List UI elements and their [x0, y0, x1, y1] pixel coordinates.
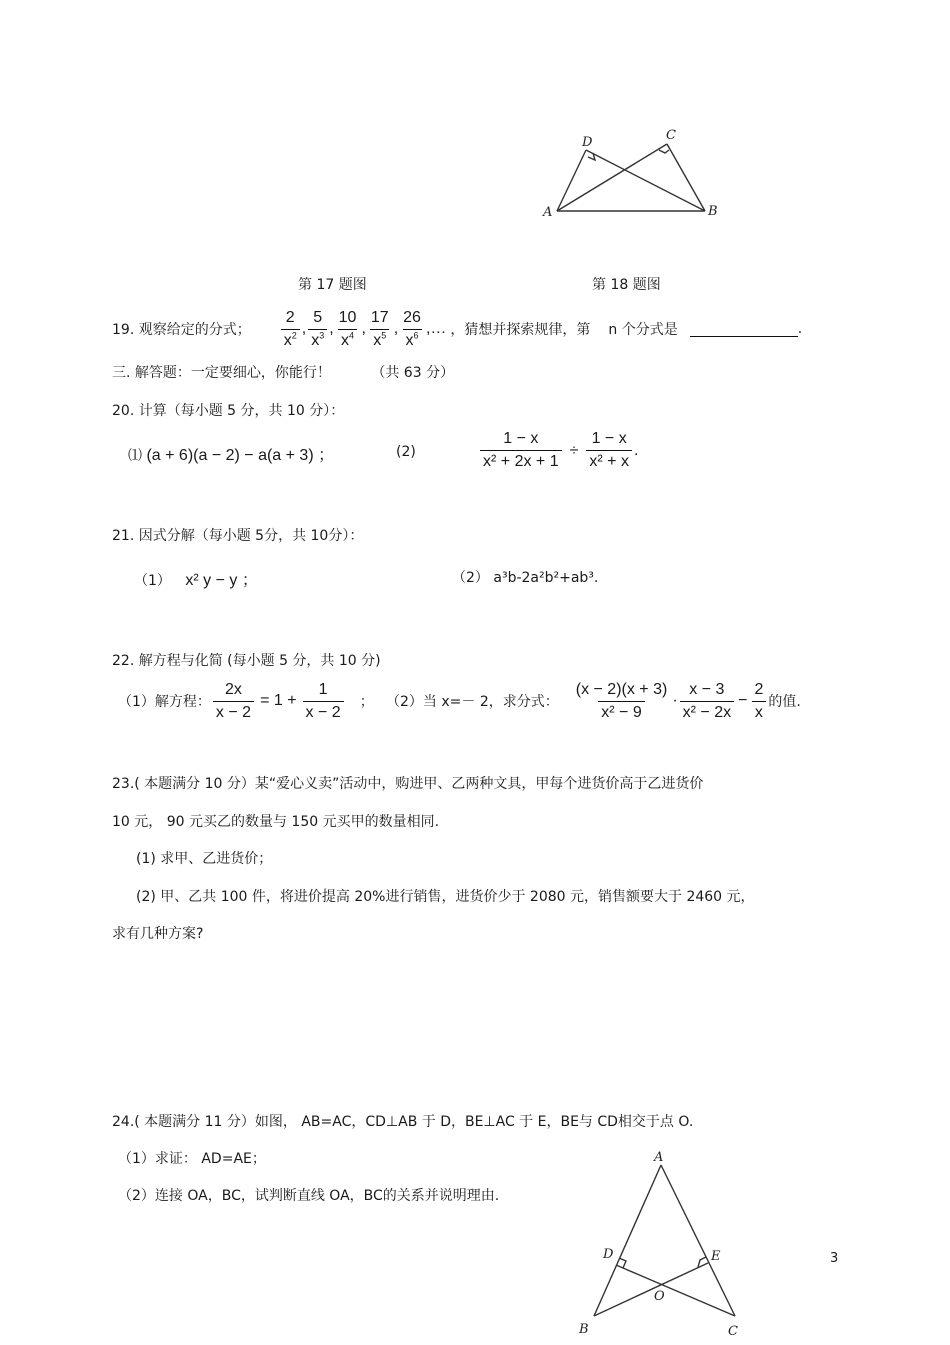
label-D: D: [603, 1247, 614, 1262]
q24-line3: （2）连接 OA，BC，试判断直线 OA，BC的关系并说明理由.: [118, 1188, 500, 1204]
q19-sequence: $\frac{2}{x^2}$ , $\frac{5}{x^3}$ , $\frac{10}{x^4}$ , $\frac{17}{x^5}$ , $\frac{26}{x^6}$ , …: [279, 309, 447, 350]
q24-line1: 24.( 本题满分 11 分）如图， AB=AC，CD⊥AB 于 D，BE⊥AC 于 E，BE与 CD相交于点 O.: [112, 1114, 694, 1130]
label-C: C: [728, 1324, 738, 1339]
fraction: $\frac{(x - 2)(x + 3)}{\text{x² − 9}}$: [575, 680, 668, 721]
q21-part1: （1） x² y − y ；: [134, 572, 258, 589]
section-3-title: 三. 解答题：一定要细心，你能行！ （共 63 分）: [112, 365, 455, 381]
answer-blank: [690, 322, 798, 337]
fraction: $\frac{5}{x^3}$: [308, 309, 327, 350]
q20-title: 20. 计算（每小题 5 分，共 10 分）：: [112, 403, 345, 419]
fraction: $\frac{26}{x^6}$: [403, 308, 421, 349]
q22-part2: （2）当 x=－ 2，求分式： $\frac{(x - 2)(x + 3)}{\text{x² − 9}}$ · $\frac{x - 3}{\text{x² − 2x}}$ − $\frac{2}{x}$ 的值.: [386, 680, 801, 721]
q21-expr2: a³b-2a²b²+ab³.: [493, 570, 599, 586]
q20-part2-expr: $\frac{1 - x}{\text{x² + 2x + 1}}$ ÷ $\frac{1 - x}{\text{x² + x}}$ .: [478, 430, 638, 471]
label-A: A: [543, 205, 553, 220]
question-19: [112, 304, 802, 354]
q21-expr1: x² y − y ；: [185, 572, 258, 589]
fraction: $\frac{1}{x - 2}$: [303, 681, 344, 722]
q22-title: 22. 解方程与化简 (每小题 5 分，共 10 分): [112, 653, 381, 669]
figure-24: [570, 1145, 750, 1345]
fraction: $\frac{1 - x}{\text{x² + x}}$: [586, 430, 632, 471]
label-E: E: [711, 1249, 721, 1264]
label-D: D: [582, 135, 593, 150]
q19-prefix: 19. 观察给定的分式；: [112, 322, 251, 338]
fraction: $\frac{x - 3}{\text{x² − 2x}}$: [680, 681, 734, 722]
q23-line3: (1) 求甲、乙进货价；: [136, 851, 273, 867]
q23-line1: 23.( 本题满分 10 分）某“爱心义卖”活动中，购进甲、乙两种文具，甲每个进货价高于乙进货价: [112, 776, 704, 792]
q24-line2: （1）求证： AD=AE；: [118, 1151, 266, 1167]
q21-title: 21. 因式分解（每小题 5分，共 10分）：: [112, 528, 364, 544]
q19-n-text: n 个分式是: [608, 322, 678, 338]
q23-line4: (2) 甲、乙共 100 件，将进价提高 20%进行销售，进货价少于 2080 元，销售额要大于 2460 元，: [136, 889, 755, 905]
caption-fig17: 第 17 题图: [298, 277, 367, 293]
fraction: $\frac{10}{x^4}$: [338, 308, 357, 349]
fraction: $\frac{2}{x}$: [751, 681, 766, 722]
fraction: $\frac{2}{x^2}$: [281, 309, 300, 350]
fraction: $\frac{1 - x}{\text{x² + 2x + 1}}$: [480, 430, 562, 471]
q19-end: .: [797, 321, 803, 337]
label-C: C: [666, 128, 676, 143]
fraction: $\frac{2x}{x - 2}$: [213, 681, 254, 722]
label-B: B: [708, 204, 718, 219]
ellipsis: …: [430, 320, 447, 337]
label-B: B: [579, 1322, 589, 1337]
figure-18: [535, 120, 735, 230]
fraction: $\frac{17}{x^5}$: [370, 308, 389, 349]
q20-expr1: (a + 6)(a − 2) − a(a + 3) ；: [146, 447, 335, 464]
label-A: A: [654, 1150, 664, 1165]
q21-part2: （2） a³b-2a²b²+ab³.: [452, 570, 599, 586]
caption-fig18: 第 18 题图: [592, 277, 661, 293]
q23-line5: 求有几种方案?: [112, 926, 204, 942]
q23-line2: 10 元， 90 元买乙的数量与 150 元买甲的数量相同.: [112, 814, 440, 830]
page-number: 3: [830, 1251, 839, 1266]
q19-text: ，猜想并探索规律，第: [450, 322, 591, 338]
q20-part2-label: (2): [396, 444, 416, 460]
label-O: O: [654, 1289, 665, 1304]
section-3-total: （共 63 分）: [371, 365, 455, 381]
q22-part1: （1）解方程： $\frac{2x}{x - 2}$ = 1 + $\frac{1}{x - 2}$ ；: [118, 680, 374, 721]
q20-part1: ⑴ (a + 6)(a − 2) − a(a + 3) ；: [128, 447, 335, 464]
